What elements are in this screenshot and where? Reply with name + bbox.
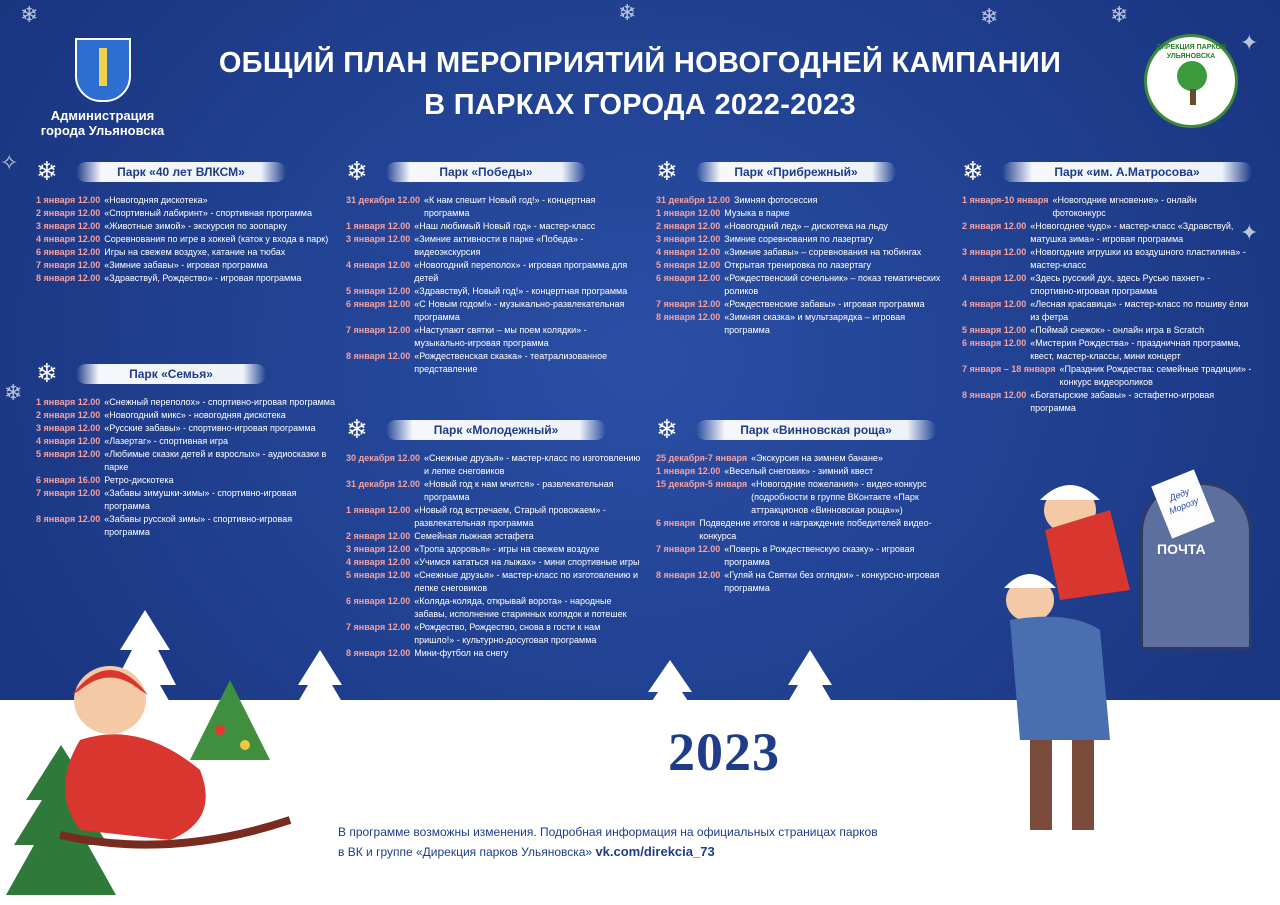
event-date: 8 января 12.00	[656, 312, 721, 322]
event-title: «Новогодний лед» – дискотека на льду	[724, 221, 888, 231]
event-title: «Коляда-коляда, открывай ворота» - народные забавы, исполнение старинных колядок и потешек	[414, 596, 627, 619]
event-item	[346, 647, 641, 660]
event-title: «Новогодний микс» - новогодняя дискотека	[104, 410, 286, 420]
event-item	[962, 363, 1252, 389]
event-item	[656, 194, 946, 207]
event-title: Подведение итогов и награждение победителей видео-конкурса	[699, 518, 932, 541]
event-title: Ретро-дискотека	[104, 475, 174, 485]
snowflake-icon: ❄	[36, 156, 58, 186]
pine-tree-icon	[780, 650, 840, 740]
snowflake-icon: ❄	[980, 4, 999, 29]
event-title: Зимние соревнования по лазертагу	[724, 234, 874, 244]
child-on-sled-illustration	[20, 660, 320, 870]
children-at-mailbox-illustration	[990, 470, 1160, 870]
event-title: «Зимние забавы» - игровая программа	[104, 260, 268, 270]
snowflake-icon: ❄	[346, 414, 368, 444]
event-date: 3 января 12.00	[656, 234, 721, 244]
event-item	[962, 272, 1252, 298]
event-item	[656, 246, 946, 259]
snowflake-icon: ✦	[1240, 220, 1259, 245]
event-date: 7 января – 18 января	[962, 364, 1056, 374]
event-item	[656, 517, 946, 543]
event-date: 7 января 12.00	[656, 299, 721, 309]
event-title: «Поймай снежок» - онлайн игра в Scratch	[1030, 325, 1205, 335]
park-header	[656, 156, 946, 186]
event-item	[656, 311, 946, 337]
event-title: «Новогодний переполох» - игровая программа для детей	[414, 260, 628, 283]
event-title: Игры на свежем воздухе, катание на тюбах	[104, 247, 286, 257]
event-item	[346, 478, 641, 504]
snowflake-icon: ❄	[20, 2, 39, 27]
snowflake-icon: ❄	[656, 414, 678, 444]
event-date: 31 декабря 12.00	[346, 195, 420, 205]
park-name: Парк «40 лет ВЛКСМ»	[76, 162, 286, 182]
event-date: 8 января 12.00	[36, 273, 101, 283]
event-date: 1 января 12.00	[36, 397, 101, 407]
event-item	[656, 207, 946, 220]
event-item	[656, 452, 946, 465]
park-header	[36, 156, 336, 186]
year-2023-graphic: 2023	[668, 722, 780, 782]
event-title: «Поверь в Рождественскую сказку» - игровая программа	[724, 544, 915, 567]
event-title: «Рождество, Рождество, снова в гости к нам пришло!» - культурно-досуговая программа	[414, 622, 601, 645]
event-title: «Забавы зимушки-зимы» - спортивно-игровая программа	[104, 488, 297, 511]
event-item	[962, 194, 1252, 220]
event-item	[36, 422, 336, 435]
park-name: Парк «Молодежный»	[386, 420, 606, 440]
park-header	[962, 156, 1252, 186]
event-title: «Новогодняя дискотека»	[104, 195, 208, 205]
park-section	[346, 156, 641, 376]
event-date: 2 января 12.00	[36, 410, 101, 420]
event-item	[962, 298, 1252, 324]
event-list	[962, 194, 1252, 415]
snowflake-icon: ❄	[346, 156, 368, 186]
event-item	[962, 246, 1252, 272]
event-item	[656, 478, 946, 517]
event-item	[346, 233, 641, 259]
snowflake-icon: ❄	[36, 358, 58, 388]
event-item	[962, 324, 1252, 337]
event-item	[656, 259, 946, 272]
event-title: «Животные зимой» - экскурсия по зоопарку	[104, 221, 287, 231]
event-date: 3 января 12.00	[962, 247, 1027, 257]
event-item	[962, 220, 1252, 246]
park-header	[36, 358, 336, 388]
event-date: 5 января 12.00	[346, 286, 411, 296]
event-title: «Снежный переполох» - спортивно-игровая программа	[104, 397, 335, 407]
park-header	[656, 414, 946, 444]
footer-note	[338, 822, 1038, 862]
event-list	[656, 452, 946, 595]
event-title: «Зимняя сказка» и мультзарядка – игровая программа	[724, 312, 906, 335]
park-header	[346, 156, 641, 186]
tree-icon	[1177, 61, 1207, 91]
event-title: «Снежные друзья» - мастер-класс по изготовлению и лепке снеговиков	[414, 570, 639, 593]
event-title: Зимняя фотосессия	[733, 195, 818, 205]
event-date: 6 января 12.00	[346, 596, 411, 606]
event-date: 4 января 12.00	[656, 247, 721, 257]
event-title: «Тропа здоровья» - игры на свежем воздухе	[414, 544, 600, 554]
event-date: 8 января 12.00	[656, 570, 721, 580]
park-section	[36, 358, 336, 539]
event-item	[346, 220, 641, 233]
event-date: 7 января 12.00	[346, 325, 411, 335]
event-item	[36, 409, 336, 422]
event-item	[346, 324, 641, 350]
event-item	[36, 259, 336, 272]
event-date: 4 января 12.00	[36, 234, 101, 244]
event-date: 2 января 12.00	[36, 208, 101, 218]
event-title: Семейная лыжная эстафета	[414, 531, 534, 541]
event-title: «Веселый снеговик» - зимний квест	[724, 466, 874, 476]
snowflake-icon: ❄	[1110, 2, 1129, 27]
event-item	[36, 513, 336, 539]
event-date: 8 января 12.00	[346, 648, 411, 658]
event-item	[36, 487, 336, 513]
event-item	[36, 207, 336, 220]
event-date: 6 января 12.00	[346, 299, 411, 309]
event-item	[346, 556, 641, 569]
event-date: 7 января 12.00	[36, 488, 101, 498]
event-date: 1 января 12.00	[656, 208, 721, 218]
parks-directorate-logo	[1144, 34, 1238, 128]
event-title: Соревнования по игре в хоккей (каток у входа в парк)	[104, 234, 329, 244]
event-date: 5 января 12.00	[36, 449, 101, 459]
event-item	[346, 569, 641, 595]
event-date: 8 января 12.00	[36, 514, 101, 524]
park-header	[346, 414, 641, 444]
event-list	[346, 194, 641, 376]
event-title: «Новогодние мгновение» - онлайн фотоконкурс	[1052, 195, 1197, 218]
event-date: 6 января 16.00	[36, 475, 101, 485]
event-date: 1 января 12.00	[36, 195, 101, 205]
event-item	[346, 530, 641, 543]
event-date: 2 января 12.00	[962, 221, 1027, 231]
event-item	[36, 220, 336, 233]
event-item	[656, 569, 946, 595]
park-section	[962, 156, 1252, 415]
event-date: 4 января 12.00	[36, 436, 101, 446]
event-list	[36, 194, 336, 285]
snowflake-icon: ✦	[1240, 30, 1259, 55]
event-item	[36, 435, 336, 448]
event-title: «Здравствуй, Новый год!» - концертная программа	[414, 286, 628, 296]
tree-trunk	[1190, 89, 1196, 105]
coat-of-arms-icon	[75, 38, 131, 102]
event-date: 1 января 12.00	[346, 505, 411, 515]
snowflake-icon: ❄	[618, 0, 637, 25]
event-date: 3 января 12.00	[36, 423, 101, 433]
event-item	[36, 194, 336, 207]
event-title: «Гуляй на Святки без оглядки» - конкурсно-игровая программа	[724, 570, 940, 593]
event-title: «К нам спешит Новый год!» - концертная программа	[423, 195, 596, 218]
event-title: «Русские забавы» - спортивно-игровая программа	[104, 423, 316, 433]
event-item	[346, 298, 641, 324]
event-date: 4 января 12.00	[962, 273, 1027, 283]
event-date: 15 декабря-5 января	[656, 479, 748, 489]
event-date: 5 января 12.00	[962, 325, 1027, 335]
event-title: Музыка в парке	[724, 208, 790, 218]
event-date: 30 декабря 12.00	[346, 453, 420, 463]
event-title: «Любимые сказки детей и взрослых» - аудиосказки в парке	[104, 449, 327, 472]
event-title: «Рождественские забавы» - игровая программа	[724, 299, 925, 309]
event-item	[36, 233, 336, 246]
park-section	[36, 156, 336, 285]
event-date: 31 декабря 12.00	[656, 195, 730, 205]
mailbox-label: ПОЧТА	[1157, 541, 1206, 557]
title-line1: ОБЩИЙ ПЛАН МЕРОПРИЯТИЙ НОВОГОДНЕЙ КАМПАНИИ	[218, 47, 1062, 79]
event-list	[36, 396, 336, 539]
event-date: 8 января 12.00	[962, 390, 1027, 400]
event-item	[656, 220, 946, 233]
event-item	[36, 474, 336, 487]
park-name: Парк «Винновская роща»	[696, 420, 936, 440]
event-title: Мини-футбол на снегу	[414, 648, 509, 658]
event-item	[36, 272, 336, 285]
event-list	[656, 194, 946, 337]
event-date: 5 января 12.00	[346, 570, 411, 580]
event-title: «Новый год встречаем, Старый провожаем» - развлекательная программа	[414, 505, 606, 528]
event-title: «Спортивный лабиринт» - спортивная программа	[104, 208, 312, 218]
event-date: 4 января 12.00	[346, 260, 411, 270]
event-title: «Снежные друзья» - мастер-класс по изготовлению и лепке снеговиков	[423, 453, 641, 476]
event-item	[36, 448, 336, 474]
footer-line1: В программе возможны изменения. Подробная информация на официальных страницах парков	[338, 825, 878, 839]
event-title: «Учимся кататься на лыжах» - мини спортивные игры	[414, 557, 640, 567]
event-title: «Зимние забавы» – соревнования на тюбингах	[724, 247, 922, 257]
event-title: «С Новым годом!» - музыкально-развлекательная программа	[414, 299, 625, 322]
event-title: «Здесь русский дух, здесь Русью пахнет» - спортивно-игровая программа	[1030, 273, 1211, 296]
event-title: «Наш любимый Новый год» - мастер-класс	[414, 221, 596, 231]
event-date: 6 января 12.00	[962, 338, 1027, 348]
event-title: «Новый год к нам мчится» - развлекательная программа	[423, 479, 614, 502]
event-title: «Новогодние пожелания» - видео-конкурс (подробности в группе ВКонтакте «Парк аттракционов «Винновская роща»»)	[751, 479, 927, 515]
event-title: «Рождественская сказка» - театрализованное представление	[414, 351, 608, 374]
event-title: «Зимние активности в парке «Победа» - видеоэкскурсия	[414, 234, 584, 257]
event-date: 5 января 12.00	[656, 260, 721, 270]
event-title: Открытая тренировка по лазертагу	[724, 260, 871, 270]
vk-link[interactable]: vk.com/direkcia_73	[595, 844, 715, 859]
event-item	[346, 452, 641, 478]
event-title: «Лазертаг» - спортивная игра	[104, 436, 229, 446]
event-date: 3 января 12.00	[346, 544, 411, 554]
park-section	[346, 414, 641, 660]
event-item	[346, 350, 641, 376]
event-date: 1 января 12.00	[656, 466, 721, 476]
park-name: Парк «Победы»	[386, 162, 586, 182]
event-item	[36, 396, 336, 409]
title-line2: В ПАРКАХ ГОРОДА 2022-2023	[424, 89, 856, 121]
snowflake-icon: ❄	[962, 156, 984, 186]
event-title: «Лесная красавица» - мастер-класс по пошиву ёлки из фетра	[1030, 299, 1249, 322]
event-item	[346, 285, 641, 298]
event-item	[656, 233, 946, 246]
event-title: «Новогоднее чудо» - мастер-класс «Здравствуй, матушка зима» - игровая программа	[1030, 221, 1234, 244]
event-date: 7 января 12.00	[346, 622, 411, 632]
event-item	[656, 272, 946, 298]
event-date: 6 января 12.00	[36, 247, 101, 257]
event-date: 2 января 12.00	[346, 531, 411, 541]
event-title: «Новогодние игрушки из воздушного пластилина» - мастер-класс	[1030, 247, 1246, 270]
event-date: 4 января 12.00	[346, 557, 411, 567]
event-title: «Праздник Рождества: семейные традиции» - конкурс видеороликов	[1059, 364, 1252, 387]
park-section	[656, 156, 946, 337]
event-date: 4 января 12.00	[962, 299, 1027, 309]
event-date: 6 января	[656, 518, 696, 528]
event-item	[656, 465, 946, 478]
event-title: «Мистерия Рождества» - праздничная программа, квест, мастер-классы, мини концерт	[1030, 338, 1241, 361]
event-item	[346, 504, 641, 530]
event-item	[346, 595, 641, 621]
event-list	[346, 452, 641, 660]
star-icon: ✧	[0, 150, 19, 175]
parks-logo-text: ДИРЕКЦИЯ ПАРКОВ УЛЬЯНОВСКА	[1155, 44, 1227, 60]
event-title: «Забавы русской зимы» - спортивно-игровая программа	[104, 514, 293, 537]
snowflake-icon: ❄	[4, 380, 23, 405]
event-date: 7 января 12.00	[36, 260, 101, 270]
poster-title	[190, 42, 1090, 126]
event-title: «Наступают святки – мы поем колядки» - музыкально-игровая программа	[414, 325, 587, 348]
event-date: 3 января 12.00	[346, 234, 411, 244]
event-date: 1 января-10 января	[962, 195, 1049, 205]
event-item	[346, 194, 641, 220]
admin-name-line1: Администрация	[50, 108, 155, 123]
event-item	[962, 337, 1252, 363]
event-title: «Богатырские забавы» - эстафетно-игровая программа	[1030, 390, 1215, 413]
event-date: 2 января 12.00	[656, 221, 721, 231]
park-name: Парк «Прибрежный»	[696, 162, 896, 182]
event-item	[656, 543, 946, 569]
snowflake-icon: ❄	[656, 156, 678, 186]
park-section	[656, 414, 946, 595]
event-date: 31 декабря 12.00	[346, 479, 420, 489]
event-title: «Здравствуй, Рождество» - игровая программа	[104, 273, 302, 283]
event-item	[962, 389, 1252, 415]
park-name: Парк «Семья»	[76, 364, 266, 384]
administration-logo	[30, 38, 175, 138]
event-item	[346, 543, 641, 556]
event-title: «Рождественский сочельник» – показ тематических роликов	[724, 273, 941, 296]
event-title: «Экскурсия на зимнем банане»	[751, 453, 883, 463]
admin-name-line2: города Ульяновска	[40, 123, 165, 138]
event-date: 6 января 12.00	[656, 273, 721, 283]
envelope-letter: Деду Морозу	[1151, 469, 1215, 538]
event-item	[36, 246, 336, 259]
event-date: 3 января 12.00	[36, 221, 101, 231]
footer-line2-text: в ВК и группе «Дирекция парков Ульяновска»	[338, 845, 593, 859]
event-date: 25 декабря-7 января	[656, 453, 748, 463]
event-item	[656, 298, 946, 311]
footer-line2	[338, 842, 1038, 862]
event-date: 8 января 12.00	[346, 351, 411, 361]
event-item	[346, 259, 641, 285]
park-name: Парк «им. А.Матросова»	[1002, 162, 1252, 182]
event-date: 7 января 12.00	[656, 544, 721, 554]
event-date: 1 января 12.00	[346, 221, 411, 231]
event-item	[346, 621, 641, 647]
